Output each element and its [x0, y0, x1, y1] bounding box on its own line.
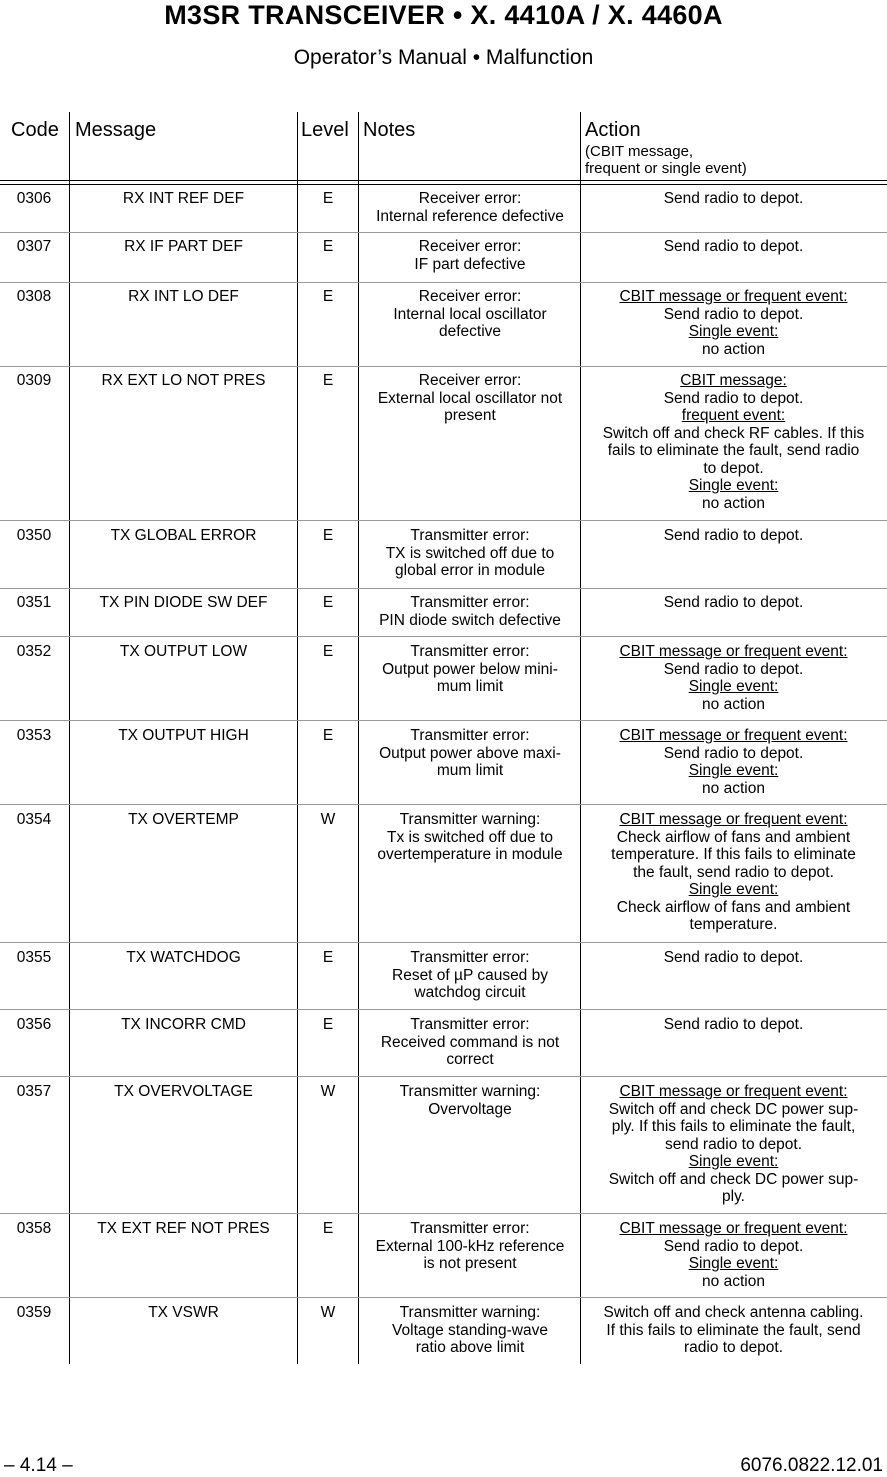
- column-divider: [580, 112, 581, 1364]
- underlined-text: Single event:: [688, 678, 779, 695]
- error-code: 0356: [16, 1016, 52, 1033]
- notes-line: Voltage standing-wave: [392, 1321, 548, 1339]
- notes-line: Receiver error:: [418, 288, 522, 305]
- error-message: TX GLOBAL ERROR: [110, 527, 257, 544]
- notes-line: External local oscillator not: [377, 389, 563, 407]
- row-separator: [0, 804, 887, 805]
- error-notes: [360, 1016, 580, 1069]
- underlined-text: CBIT message or frequent event:: [619, 811, 848, 828]
- document-number: 6076.0822.12.01: [740, 1455, 883, 1476]
- error-code: 0306: [16, 190, 52, 207]
- action-condition-label: [582, 643, 885, 661]
- error-code: 0352: [16, 643, 52, 660]
- notes-line: Transmitter error:: [410, 643, 530, 660]
- error-action: [582, 949, 885, 967]
- notes-line: Transmitter error:: [410, 1016, 530, 1033]
- action-line: Send radio to depot.: [663, 305, 804, 323]
- action-line: Switch off and check DC power sup-: [608, 1170, 859, 1188]
- action-line: Send radio to depot.: [663, 238, 804, 255]
- action-condition-label: [582, 727, 885, 745]
- document-subtitle: Operator’s Manual • Malfunction: [293, 46, 594, 69]
- action-condition-label: [582, 1083, 885, 1101]
- row-separator: [0, 1297, 887, 1298]
- error-action: [582, 372, 885, 512]
- error-level: E: [322, 594, 334, 611]
- error-code: 0355: [16, 949, 52, 966]
- column-header-code: Code: [11, 119, 59, 141]
- row-separator: [0, 636, 887, 637]
- header-rule-top: [0, 180, 887, 181]
- notes-line: Output power above maxi-: [379, 744, 561, 762]
- action-line: temperature. If this fails to eliminate: [611, 846, 856, 863]
- underlined-text: CBIT message or frequent event:: [619, 643, 848, 660]
- action-condition-label: [582, 1255, 885, 1273]
- error-notes: [360, 1083, 580, 1118]
- row-separator: [0, 942, 887, 943]
- error-code: 0307: [16, 238, 52, 255]
- underlined-text: CBIT message or frequent event:: [619, 1083, 848, 1100]
- error-notes: [360, 594, 580, 629]
- page-number: – 4.14 –: [4, 1455, 73, 1476]
- error-notes: [360, 288, 580, 341]
- notes-line: Transmitter error:: [410, 1220, 530, 1237]
- underlined-text: CBIT message or frequent event:: [619, 288, 848, 305]
- underlined-text: frequent event:: [681, 407, 786, 424]
- error-message: RX EXT LO NOT PRES: [101, 372, 266, 389]
- error-code: 0358: [16, 1220, 52, 1237]
- notes-line: Transmitter error:: [410, 949, 530, 966]
- error-message: RX INT LO DEF: [128, 288, 239, 305]
- action-condition-label: [582, 881, 885, 899]
- action-line: Send radio to depot.: [663, 1237, 804, 1255]
- action-line: Switch off and check DC power sup-: [608, 1100, 859, 1118]
- error-notes: [360, 190, 580, 225]
- notes-line: defective: [438, 323, 502, 340]
- error-action: [582, 1304, 885, 1357]
- error-notes: [360, 1304, 580, 1357]
- header-rule-bottom: [0, 184, 887, 185]
- notes-line: Transmitter warning:: [399, 1083, 541, 1100]
- underlined-text: CBIT message or frequent event:: [619, 1220, 848, 1237]
- error-code: 0309: [16, 372, 52, 389]
- action-line: Send radio to depot.: [663, 660, 804, 678]
- notes-line: ratio above limit: [415, 1339, 525, 1356]
- action-line: no action: [702, 779, 765, 797]
- error-code: 0351: [16, 594, 52, 611]
- underlined-text: Single event:: [688, 881, 779, 898]
- row-separator: [0, 1213, 887, 1214]
- action-line: radio to depot.: [683, 1339, 784, 1356]
- error-notes: [360, 238, 580, 273]
- error-code: 0353: [16, 727, 52, 744]
- document-title: M3SR TRANSCEIVER • X. 4410A / X. 4460A: [164, 0, 723, 30]
- action-line: Send radio to depot.: [663, 389, 804, 407]
- action-line: fails to eliminate the fault, send radio: [607, 442, 860, 459]
- action-line: Send radio to depot.: [663, 949, 804, 966]
- notes-line: Output power below mini-: [382, 660, 558, 678]
- notes-line: Internal reference defective: [376, 207, 564, 225]
- notes-line: IF part defective: [414, 255, 526, 273]
- action-condition-label: [582, 477, 885, 495]
- error-code: 0354: [16, 811, 52, 828]
- action-note-line: frequent or single event): [585, 160, 747, 177]
- notes-line: TX is switched off due to: [385, 544, 555, 562]
- column-header-action: Action: [585, 119, 641, 141]
- notes-line: Internal local oscillator: [393, 305, 547, 323]
- row-separator: [0, 282, 887, 283]
- notes-line: watchdog circuit: [414, 984, 526, 1001]
- notes-line: Transmitter error:: [410, 527, 530, 544]
- error-message: TX PIN DIODE SW DEF: [99, 594, 268, 611]
- error-message: RX INT REF DEF: [122, 190, 245, 207]
- error-message: TX OVERTEMP: [128, 811, 239, 828]
- notes-line: Receiver error:: [418, 372, 522, 389]
- error-action: [582, 811, 885, 934]
- action-line: Send radio to depot.: [663, 527, 804, 544]
- action-note-line: (CBIT message,: [585, 143, 694, 160]
- notes-line: correct: [446, 1051, 494, 1068]
- error-action: [582, 1016, 885, 1034]
- error-message: TX OUTPUT LOW: [119, 643, 248, 660]
- error-level: W: [320, 1304, 336, 1321]
- action-line: If this fails to eliminate the fault, send: [606, 1321, 861, 1339]
- action-line: Send radio to depot.: [663, 594, 804, 611]
- underlined-text: Single event:: [688, 323, 779, 340]
- action-line: Check airflow of fans and ambient: [616, 828, 851, 846]
- error-level: W: [320, 811, 336, 828]
- action-condition-label: [582, 323, 885, 341]
- action-condition-label: [582, 288, 885, 306]
- action-line: temperature.: [689, 916, 778, 933]
- action-condition-label: [582, 372, 885, 390]
- notes-line: present: [444, 407, 496, 424]
- action-condition-label: [582, 1220, 885, 1238]
- notes-line: Tx is switched off due to: [387, 828, 553, 846]
- action-line: Send radio to depot.: [663, 1016, 804, 1033]
- notes-line: External 100-kHz reference: [375, 1237, 565, 1255]
- error-level: E: [322, 527, 334, 544]
- action-line: no action: [702, 340, 765, 358]
- notes-line: Transmitter warning:: [399, 811, 541, 828]
- notes-line: Overvoltage: [428, 1100, 512, 1118]
- action-line: send radio to depot.: [664, 1135, 803, 1153]
- column-header-action-note: [585, 143, 747, 177]
- action-line: Send radio to depot.: [663, 190, 804, 207]
- error-action: [582, 238, 885, 256]
- row-separator: [0, 232, 887, 233]
- action-line: to depot.: [703, 459, 764, 477]
- action-line: Switch off and check antenna cabling.: [603, 1304, 864, 1321]
- error-action: [582, 1220, 885, 1290]
- error-action: [582, 527, 885, 545]
- row-separator: [0, 1009, 887, 1010]
- error-notes: [360, 1220, 580, 1273]
- error-notes: [360, 811, 580, 864]
- error-action: [582, 1083, 885, 1206]
- underlined-text: Single event:: [688, 762, 779, 779]
- underlined-text: Single event:: [688, 1153, 779, 1170]
- action-line: ply. If this fails to eliminate the fault,: [611, 1118, 856, 1135]
- underlined-text: Single event:: [688, 1255, 779, 1272]
- notes-line: Receiver error:: [418, 190, 522, 207]
- error-code: 0357: [16, 1083, 52, 1100]
- error-message: TX OVERVOLTAGE: [114, 1083, 253, 1100]
- error-level: E: [322, 1220, 334, 1237]
- error-level: E: [322, 288, 334, 305]
- error-message: TX INCORR CMD: [121, 1016, 246, 1033]
- action-condition-label: [582, 407, 885, 425]
- notes-line: is not present: [423, 1255, 517, 1272]
- action-line: the fault, send radio to depot.: [633, 863, 834, 881]
- row-separator: [0, 1076, 887, 1077]
- row-separator: [0, 520, 887, 521]
- action-line: no action: [702, 1272, 765, 1290]
- error-message: TX OUTPUT HIGH: [118, 727, 249, 744]
- notes-line: Receiver error:: [418, 238, 522, 255]
- action-line: ply.: [722, 1188, 745, 1205]
- action-line: no action: [702, 695, 765, 713]
- error-code: 0308: [16, 288, 52, 305]
- error-level: E: [322, 190, 334, 207]
- error-message: TX EXT REF NOT PRES: [97, 1220, 270, 1237]
- error-action: [582, 643, 885, 713]
- action-line: Send radio to depot.: [663, 744, 804, 762]
- error-level: E: [322, 372, 334, 389]
- notes-line: PIN diode switch defective: [379, 611, 561, 629]
- error-message: RX IF PART DEF: [124, 238, 243, 255]
- error-level: E: [322, 949, 334, 966]
- error-message: TX WATCHDOG: [126, 949, 241, 966]
- error-notes: [360, 643, 580, 696]
- notes-line: global error in module: [395, 562, 545, 579]
- error-level: E: [322, 1016, 334, 1033]
- row-separator: [0, 366, 887, 367]
- column-header-level: Level: [301, 119, 349, 141]
- error-notes: [360, 949, 580, 1002]
- error-notes: [360, 527, 580, 580]
- error-notes: [360, 372, 580, 425]
- notes-line: Transmitter warning:: [399, 1304, 541, 1321]
- action-condition-label: [582, 762, 885, 780]
- notes-line: Received command is not: [380, 1033, 560, 1051]
- column-header-notes: Notes: [363, 119, 416, 141]
- action-condition-label: [582, 811, 885, 829]
- action-line: Switch off and check RF cables. If this: [602, 424, 865, 442]
- notes-line: mum limit: [436, 678, 504, 695]
- error-level: E: [322, 643, 334, 660]
- column-header-message: Message: [75, 119, 157, 141]
- column-divider: [358, 112, 359, 1364]
- error-level: E: [322, 238, 334, 255]
- error-action: [582, 190, 885, 208]
- error-action: [582, 727, 885, 797]
- error-code: 0350: [16, 527, 52, 544]
- notes-line: mum limit: [436, 762, 504, 779]
- action-line: no action: [702, 494, 765, 512]
- notes-line: overtemperature in module: [377, 846, 563, 863]
- notes-line: Reset of µP caused by: [392, 966, 548, 984]
- underlined-text: Single event:: [688, 477, 779, 494]
- action-condition-label: [582, 1153, 885, 1171]
- error-action: [582, 288, 885, 358]
- row-separator: [0, 588, 887, 589]
- error-action: [582, 594, 885, 612]
- row-separator: [0, 720, 887, 721]
- error-code: 0359: [16, 1304, 52, 1321]
- action-line: Check airflow of fans and ambient: [616, 898, 851, 916]
- error-level: W: [320, 1083, 336, 1100]
- action-condition-label: [582, 678, 885, 696]
- error-message: TX VSWR: [148, 1304, 219, 1321]
- underlined-text: CBIT message or frequent event:: [619, 727, 848, 744]
- notes-line: Transmitter error:: [410, 727, 530, 744]
- notes-line: Transmitter error:: [410, 594, 530, 611]
- error-level: E: [322, 727, 334, 744]
- error-notes: [360, 727, 580, 780]
- underlined-text: CBIT message:: [680, 372, 787, 389]
